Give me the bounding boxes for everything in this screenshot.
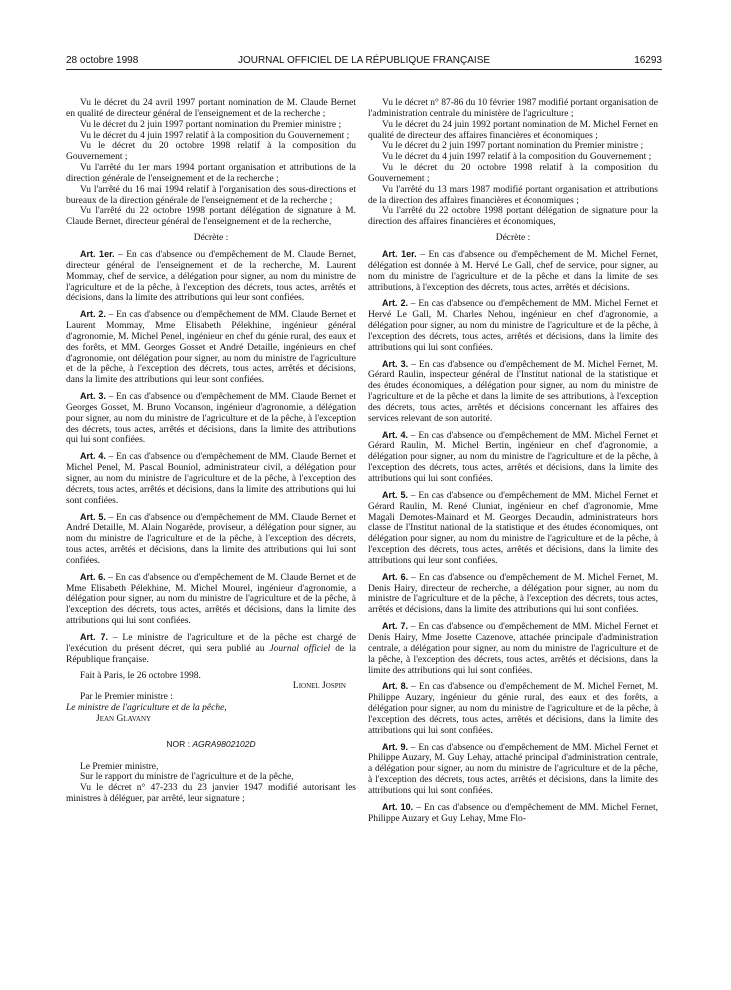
nor-reference <box>66 739 356 750</box>
nor-code: AGRA9802102D <box>192 738 256 749</box>
visa: Vu l'arrêté du 16 mai 1994 relatif à l'organisation des sous-directions et bureaux de la direction générale de l'enseignement et de la recherche ; <box>66 184 356 206</box>
visa: Vu le décret du 4 juin 1997 relatif à la composition du Gouvernement ; <box>80 130 350 141</box>
article <box>368 249 658 293</box>
article <box>368 572 658 616</box>
pm-signature: Lionel Jospin <box>292 681 346 692</box>
article-label: Art. 5. <box>382 489 408 500</box>
article-text: – En cas d'absence ou d'empêchement de MM. Claude Bernet et André Detaille, M. Alain Nogarède, proviseur, a délégation pour signer, au nom du ministre de l'agriculture et de la pêche, à l'exception des décrets, tous actes, arrêtés et décisions, dans la limite des attributions qui lui sont confiées. <box>66 512 356 566</box>
visa: Vu l'arrêté du 22 octobre 1998 portant délégation de signature à M. Claude Bernet, directeur général de l'enseignement et de la recherche, <box>66 206 356 228</box>
article-text: – En cas d'absence ou d'empêchement de MM. Michel Fernet et Philippe Auzary, M. Guy Lehay, attaché principal d'administration centrale, a délégation pour signer, au nom du ministre de l'agriculture et de la pêche, à l'exception des décrets, tous actes, arrêtés et décisions, dans la limite des attributions qui lui sont confiées. <box>368 742 658 796</box>
article <box>66 572 356 627</box>
decrete-heading: Décrète : <box>495 233 531 244</box>
visa: Vu le décret du 4 juin 1997 relatif à la composition du Gouvernement ; <box>382 152 652 163</box>
article-label: Art. 1er. <box>382 248 417 259</box>
article-label: Art. 1er. <box>80 248 115 259</box>
header-page-number: 16293 <box>634 55 662 66</box>
visa: Vu le décret du 2 juin 1997 portant nomination du Premier ministre ; <box>382 141 644 152</box>
visa: Vu l'arrêté du 13 mars 1987 modifié portant organisation et attributions de la direction des affaires financières et économiques ; <box>368 184 658 206</box>
article-text: – En cas d'absence ou d'empêchement de M. Michel Fernet, M. Denis Hairy, directeur de recherche, a délégation pour signer, au nom du ministre de l'agriculture et de la pêche, à l'exception des décrets, tous actes, arrêtés et décisions, dans la limite des attributions qui lui sont confiées. <box>368 572 658 616</box>
article-label: Art. 8. <box>382 681 409 692</box>
article-text: – En cas d'absence ou d'empêchement de MM. Claude Bernet et Georges Gosset, M. Bruno Vocanson, ingénieur d'agronomie, a délégation pour signer, au nom du ministre de l'agriculture et de la pêche, à l'exception des décrets, tous actes, arrêtés et décisions, dans la limite des attributions qui lui sont confiées. <box>66 392 356 446</box>
article-final <box>66 632 356 666</box>
opening-line: Le Premier ministre, <box>80 761 159 772</box>
visa: Vu l'arrêté du 1er mars 1994 portant organisation et attributions de la direction générale de l'enseignement et de la recherche ; <box>66 163 356 184</box>
header-title: JOURNAL OFFICIEL DE LA RÉPUBLIQUE FRANÇAISE <box>237 55 491 66</box>
article <box>368 490 658 567</box>
article-label: Art. 3. <box>382 358 409 369</box>
article-text: – En cas d'absence ou d'empêchement de M. Michel Fernet, délégation est donnée à M. Hervé Le Gall, chef de service, pour signer, au nom du ministre de l'agriculture et de la pêche et dans la limite de ses attributions, à l'exception des décrets, tous actes, arrêtés et décisions. <box>368 249 658 293</box>
opening-line: Vu le décret n° 47-233 du 23 janvier 1947 modifié autorisant les ministres à déléguer, par arrêté, leur signature ; <box>66 783 356 805</box>
header-rule <box>66 69 662 70</box>
article <box>368 742 658 797</box>
visa: Vu le décret du 24 juin 1992 portant nomination de M. Michel Fernet en qualité de directeur des affaires financières et économiques ; <box>368 119 658 141</box>
article <box>66 309 356 386</box>
article-label: Art. 4. <box>382 429 408 440</box>
article-text: – En cas d'absence ou d'empêchement de M. Claude Bernet et de Mme Elisabeth Pélekhine, M. Michel Mourel, ingénieur d'agronomie, a délégation pour signer, au nom du ministre de l'agriculture et de la pêche, à l'exception des décrets, tous actes, arrêtés et décisions, dans la limite des attributions qui lui sont confiées. <box>66 572 356 627</box>
visa: Vu le décret du 2 juin 1997 portant nomination du Premier ministre ; <box>80 119 342 130</box>
article-label: Art. 7. <box>80 631 108 642</box>
article-label: Art. 6. <box>80 571 106 582</box>
article-label: Art. 5. <box>80 511 106 522</box>
minister-signature: Jean Glavany <box>96 713 152 724</box>
decrete-heading: Décrète : <box>193 233 229 244</box>
article <box>368 298 658 353</box>
article-text: – En cas d'absence ou d'empêchement de M. Michel Fernet, M. Gérard Raulin, inspecteur général de l'Institut national de la statistique et des études économiques, a délégation pour signer, au nom du ministre de l'agriculture et de la pêche et dans la limite de ses attributions, à l'exception des décrets, tous actes, arrêtés et décisions concernant les affaires des services relevant de son autorité. <box>368 359 658 424</box>
visa: Vu l'arrêté du 22 octobre 1998 portant délégation de signature pour la direction des affaires financières et économiques, <box>368 206 658 228</box>
minister-title: Le ministre de l'agriculture et de la pêche, <box>66 703 227 714</box>
article <box>368 430 658 485</box>
article-label: Art. 7. <box>382 621 408 632</box>
article <box>66 391 356 446</box>
article-label: Art. 4. <box>80 451 106 462</box>
visa: Vu le décret du 20 octobre 1998 relatif à la composition du Gouvernement ; <box>368 163 658 184</box>
visa: Vu le décret du 24 avril 1997 portant nomination de M. Claude Bernet en qualité de directeur général de l'enseignement et de la recherche ; <box>66 98 356 119</box>
article-text: – En cas d'absence ou d'empêchement de M. Claude Bernet, directeur général de l'enseignement et de la recherche, M. Laurent Mommay, chef de service, a délégation pour signer, au nom du ministre de l'agriculture et de la pêche, à l'exception des décrets, tous actes, arrêtés et décisions, dans la limite des attributions qui leur sont confiées. <box>66 249 356 304</box>
article-text: – En cas d'absence ou d'empêchement de MM. Michel Fernet et Gérard Raulin, M. René Cluniat, ingénieur en chef d'agronomie, Mme Magali Demotes-Mainard et M. Georges Decaudin, administrateurs hors classe de l'Institut national de la statistique et des études économiques, ont délégation pour signer, au nom du ministre de l'agriculture et de la pêche, à l'exception des décrets, tous actes, arrêtés et décisions, dans la limite des attributions qui leur sont confiées. <box>368 490 658 566</box>
article-label: Art. 3. <box>80 391 106 402</box>
article-text: – En cas d'absence ou d'empêchement de MM. Claude Bernet et Laurent Mommay, Mme Elisabeth Pélekhine, ingénieur général d'agronomie, M. Michel Penel, ingénieur en chef du génie rural, des eaux et des forêts, et MM. Georges Gosset et André Detaille, ingénieurs en chef d'agronomie, ont délégation pour signer, au nom du ministre de l'agriculture et de la pêche, à l'exception des décrets, tous actes, arrêtés et décisions, dans la limite des attributions qui leur sont confiées. <box>66 310 356 386</box>
article <box>66 451 356 506</box>
nor-label: NOR : <box>166 738 190 749</box>
journal-name: Journal officiel <box>269 643 331 654</box>
article-label: Art. 6. <box>382 571 409 582</box>
article-label: Art. 10. <box>382 801 414 812</box>
article-text: – Le ministre de l'agriculture et de la pêche est chargé de l'exécution du présent décret, qui sera publié au <box>66 632 356 654</box>
header-date: 28 octobre 1998 <box>66 55 139 66</box>
article <box>66 249 356 304</box>
article-text: – En cas d'absence ou d'empêchement de MM. Michel Fernet et Hervé Le Gall, M. Charles Nehou, ingénieur en chef d'agronomie, a délégation pour signer, au nom du ministre de l'agriculture et de la pêche, à l'exception des décrets, tous actes, arrêtés et décisions, dans la limite des attributions qui lui sont confiées. <box>368 299 658 353</box>
article-label: Art. 2. <box>382 298 408 309</box>
article <box>368 681 658 736</box>
article-text: – En cas d'absence ou d'empêchement de MM. Michel Fernet et Denis Hairy, Mme Josette Cazenove, attachée principale d'administration centrale, a délégation pour signer, au nom du ministre de l'agriculture et de la pêche, à l'exception des décrets, tous actes, arrêtés et décisions, dans la limite des attributions qui lui sont confiées. <box>368 622 658 676</box>
article <box>66 512 356 567</box>
article-text: – En cas d'absence ou d'empêchement de MM. Michel Fernet et Gérard Raulin, M. Michel Bertin, ingénieur en chef d'agronomie, a délégation pour signer, au nom du ministre de l'agriculture et de la pêche, à l'exception des décrets, tous actes, arrêtés et décisions, dans la limite des attributions qui lui sont confiées. <box>368 430 658 484</box>
par-le-premier-ministre: Par le Premier ministre : <box>80 692 173 703</box>
opening-line: Sur le rapport du ministre de l'agriculture et de la pêche, <box>80 772 294 783</box>
article-label: Art. 9. <box>382 741 408 752</box>
page-header <box>66 55 662 69</box>
fait-line: Fait à Paris, le 26 octobre 1998. <box>80 670 201 681</box>
left-column <box>66 98 356 805</box>
article-text: – En cas d'absence ou d'empêchement de MM. Claude Bernet et Michel Penel, M. Pascal Bouniol, administrateur civil, a délégation pour signer, au nom du ministre de l'agriculture et de la pêche, à l'exception des décrets, tous actes, arrêtés et décisions, dans la limite des attributions qui lui sont confiées. <box>66 452 356 506</box>
article <box>368 359 658 425</box>
article-text: – En cas d'absence ou d'empêchement de M. Michel Fernet, M. Philippe Auzary, ingénieur du génie rural, des eaux et des forêts, a délégation pour signer, au nom du ministre de l'agriculture et de la pêche, à l'exception des décrets, tous actes, arrêtés et décisions, dans la limite des attributions qui lui sont confiées. <box>368 682 658 736</box>
visa: Vu le décret du 20 octobre 1998 relatif à la composition du Gouvernement ; <box>66 141 356 163</box>
article-text: de la République française. <box>66 643 357 665</box>
article <box>368 621 658 676</box>
article <box>368 802 658 825</box>
article-text: – En cas d'absence ou d'empêchement de MM. Michel Fernet, Philippe Auzary et Guy Lehay, Mme Flo- <box>368 802 658 824</box>
right-column <box>368 98 658 824</box>
visa: Vu le décret n° 87-86 du 10 février 1987 modifié portant organisation de l'administration centrale du ministère de l'agriculture ; <box>368 98 658 119</box>
article-label: Art. 2. <box>80 309 106 320</box>
